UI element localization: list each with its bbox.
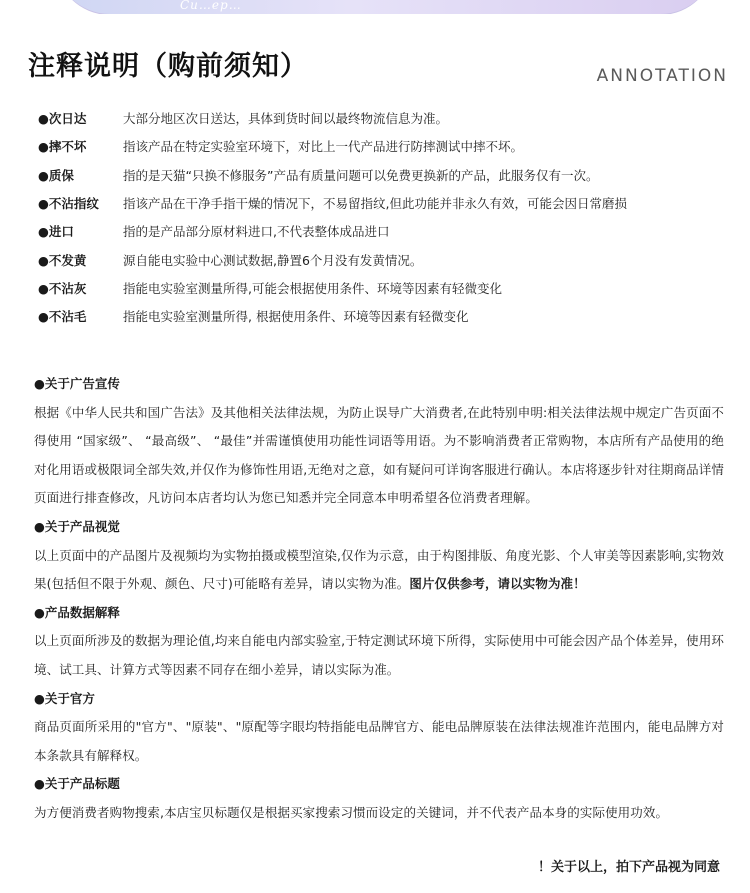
definition-row (38, 245, 738, 273)
section-body-title: 为方便消费者购物搜索,本店宝贝标题仅是根据买家搜索习惯而设定的关键词，并不代表产品本身的实际使用功效。 (34, 804, 669, 820)
definition-term: ●不沾灰 (38, 280, 87, 296)
annotation-label: ANNOTATION (596, 66, 728, 86)
definition-row (38, 189, 738, 217)
section-heading-ad: ●关于广告宣传 (34, 376, 120, 391)
definition-text: 指能电实验室测量所得,可能会根据使用条件、环境等因素有轻微变化 (123, 280, 502, 296)
definition-term: ●不沾毛 (38, 309, 87, 325)
section-heading-official: ●关于官方 (34, 690, 95, 706)
definition-text: 大部分地区次日送达，具体到货时间以最终物流信息为准。 (123, 111, 449, 127)
definition-row (38, 274, 738, 302)
definition-text: 指能电实验室测量所得, 根据使用条件、环境等因素有轻微变化 (123, 309, 469, 325)
section-heading-data: ●产品数据解释 (34, 604, 120, 620)
definition-term: ●次日达 (38, 111, 87, 127)
definition-row (38, 132, 738, 160)
notice-sections (34, 370, 724, 828)
definition-text: 指的是产品部分原材料进口,不代表整体成品进口 (123, 224, 390, 240)
section-body-official: 商品页面所采用的"官方"、"原装"、"原配等字眼均特指能电品牌官方、能电品牌原装在法律法规准许范围内，能电品牌方对本条款具有解释权。 (34, 719, 724, 763)
section-body-data: 以上页面所涉及的数据为理论值,均来自能电内部实验室,于特定测试环境下所得，实际使用中可能会因产品个体差异，使用环境、试工具、计算方式等因素不同存在细小差异，请以实际为准。 (34, 633, 724, 677)
definition-term: ●质保 (38, 167, 74, 183)
definition-row (38, 302, 738, 330)
definition-term: ●进口 (38, 224, 74, 240)
definition-text: 源自能电实验中心测试数据,静置6个月没有发黄情况。 (123, 252, 423, 268)
section-heading-visual: ●关于产品视觉 (34, 518, 120, 534)
visual-emphasis-text: 图片仅供参考，请以实物为准！ (409, 576, 586, 592)
definition-row (38, 217, 738, 245)
page-title: 注释说明（购前须知） (28, 51, 308, 82)
visual-body-text: 以上页面中的产品图片及视频均为实物拍摄或模型渲染,仅作为示意，由于构图排版、角度光影、个人审美等因素影响,实物效果(包括但不限于外观、颜色、尺寸)可能略有差异，请以实物为准。 (34, 547, 724, 592)
banner-text: Cu…ep… (180, 0, 242, 12)
definitions-list (38, 104, 738, 330)
definition-text: 指该产品在特定实验室环境下，对比上一代产品进行防摔测试中摔不坏。 (123, 139, 524, 155)
definition-term: ●不沾指纹 (38, 196, 99, 212)
definition-row (38, 104, 738, 132)
definition-row (38, 161, 738, 189)
definition-term: ●摔不坏 (38, 139, 87, 155)
footer-agreement-note: ！关于以上，拍下产品视为同意 (537, 860, 720, 875)
section-body-visual (34, 542, 724, 599)
section-body-ad: 根据《中华人民共和国广告法》及其他相关法律法规，为防止误导广大消费者,在此特别申明:相关法律法规中规定广告页面不得使用 “国家级”、 “最高级”、 “最佳”并需谨慎使用功能性词语等用语。为不影响消费者正常购物，本店所有产品使用的绝对化用语或极限词全部失效,并仅作为修饰性用语,无绝对之意，如有疑问可详询客服进行确认。本店将逐步针对往期商品详情页面进行排查修改，凡访问本店者均认为您已知悉并完全同意本申明希望各位消费者理解。 (34, 404, 724, 506)
definition-text: 指该产品在干净手指干燥的情况下，不易留指纹,但此功能并非永久有效，可能会因日常磨损 (123, 196, 627, 212)
definition-text: 指的是天猫“只换不修服务”产品有质量问题可以免费更换新的产品，此服务仅有一次。 (123, 167, 599, 183)
header (0, 0, 750, 100)
section-heading-title: ●关于产品标题 (34, 776, 120, 792)
definition-term: ●不发黄 (38, 252, 87, 268)
